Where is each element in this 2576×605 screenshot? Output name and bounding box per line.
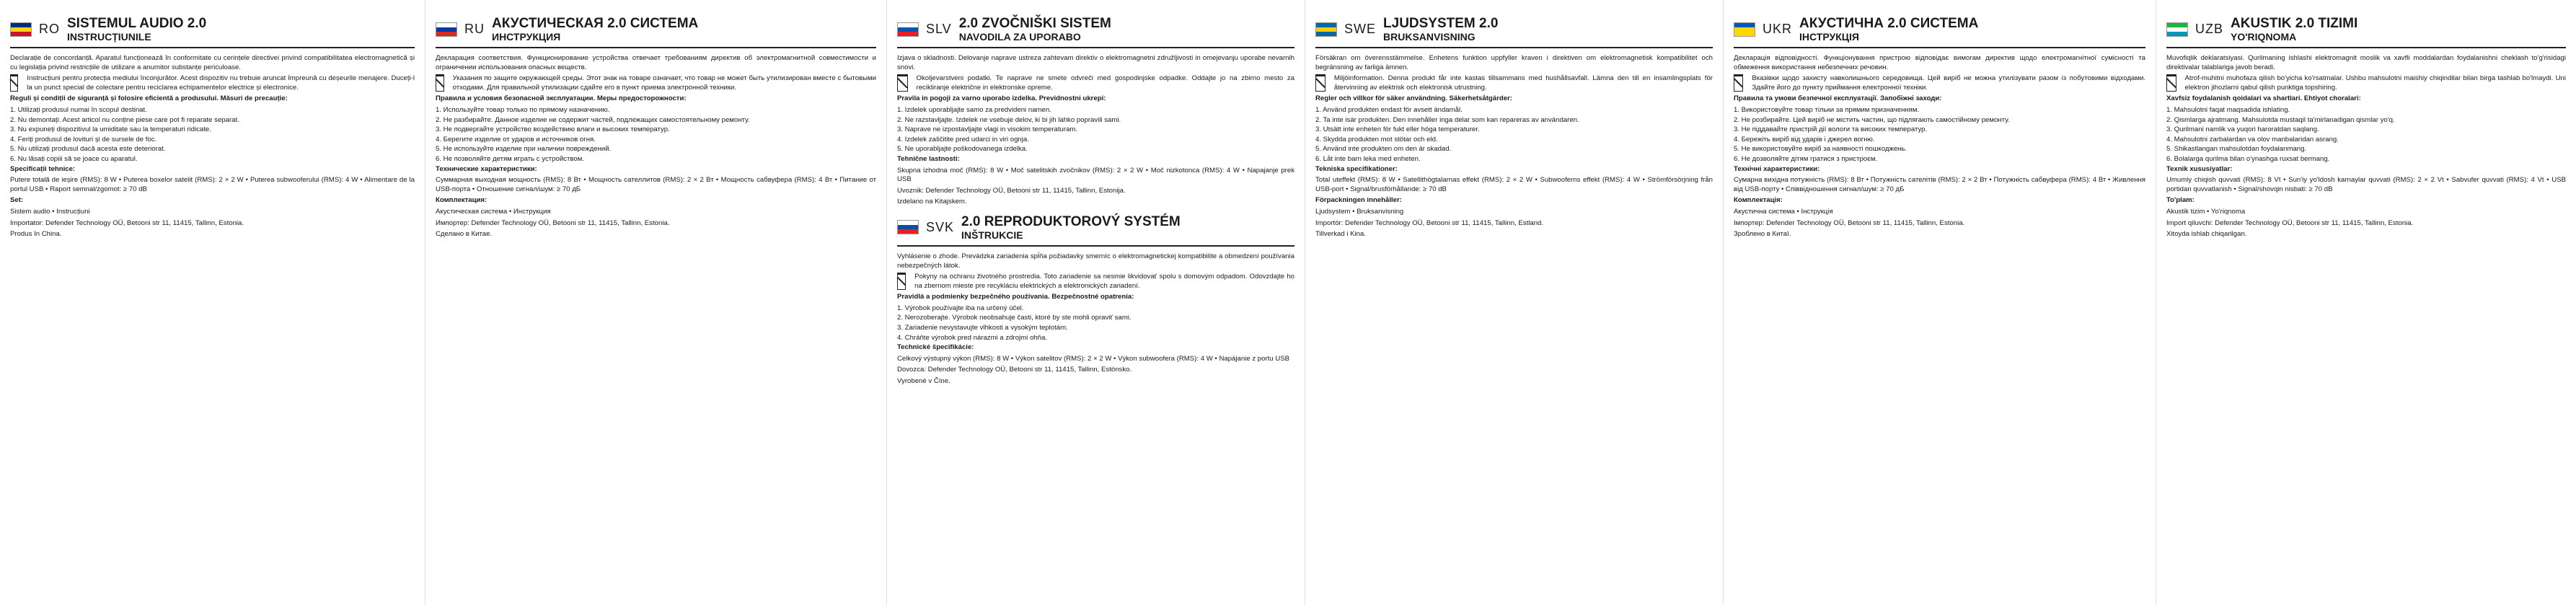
recycle-bin-icon <box>897 273 906 290</box>
safety-heading: Xavfsiz foydalanish qoidalari va shartlari. Ehtiyot choralari: <box>2166 94 2361 103</box>
safety-list <box>10 106 415 164</box>
safety-item: 6. Nu lăsați copiii să se joace cu aparatul. <box>10 154 138 163</box>
safety-list <box>897 304 1294 343</box>
section-title: АКУСТИЧЕСКАЯ 2.0 СИСТЕМА <box>492 16 699 31</box>
section-subtitle: ІНСТРУКЦІЯ <box>1799 31 1859 43</box>
safety-item: 3. Naprave ne izpostavljajte vlagi in visokim temperaturam. <box>897 125 1078 134</box>
importer-text: Dovozca: Defender Technology OÜ, Betooni str 11, 11415, Tallinn, Estónsko. <box>897 366 1132 374</box>
recycle-bin-icon <box>1734 74 1743 92</box>
language-code: UZB <box>2195 22 2223 36</box>
environment-text: Pokyny na ochranu životného prostredia. Toto zariadenie sa nesmie likvidovať spolu s domovým odpadom. Odovzdajte ho na zbernom mieste pre recykláciu elektrických a elektronických zariadení. <box>914 273 1294 290</box>
made-in-text: Tillverkad i Kina. <box>1315 230 1367 239</box>
safety-item: 5. Не використовуйте виріб за наявності пошкоджень. <box>1734 145 1907 154</box>
declaration-text: Izjava o skladnosti. Delovanje naprave ustreza zahtevam direktiv o elektromagnetni združljivosti in omejevanju uporabe nevarnih snovi. <box>897 54 1294 71</box>
section-subtitle: ИНСТРУКЦИЯ <box>492 31 561 43</box>
safety-item: 3. Qurilmani namlik va yuqori haroratdan saqlang. <box>2166 125 2319 134</box>
environment-text: Atrof-muhitni muhofaza qilish bo'yicha ko'rsatmalar. Ushbu mahsulotni maishiy chiqindilar bilan birga tashlab bo'lmaydi. Uni elektron jihozlarni qabul qilish punktiga topshiring. <box>2184 74 2566 92</box>
set-heading: Комплектация: <box>436 196 488 205</box>
specs-heading: Texnik xususiyatlar: <box>2166 164 2233 173</box>
section-title: 2.0 REPRODUKTOROVÝ SYSTÉM <box>961 213 1181 229</box>
specs-heading: Tehnične lastnosti: <box>897 154 960 163</box>
section-swe <box>1305 0 1724 605</box>
language-code: RU <box>464 22 485 36</box>
environment-text: Miljöinformation. Denna produkt får inte kastas tillsammans med hushållsavfall. Lämna den till en insamlingsplats för återvinning av elektrisk och elektronisk utrustning. <box>1333 74 1713 92</box>
safety-item: 2. Nerozoberajte. Výrobok neobsahuje časti, ktoré by ste mohli opraviť sami. <box>897 314 1132 322</box>
safety-item: 2. Не разбирайте. Данное изделие не содержит частей, подлежащих самостоятельному ремонту. <box>436 115 750 124</box>
section-subtitle: BRUKSANVISNING <box>1383 31 1476 43</box>
set-heading: Förpackningen innehåller: <box>1315 196 1402 205</box>
specs-text: Putere totală de ieșire (RMS): 8 W • Puterea boxelor satelit (RMS): 2 × 2 W • Puterea subwooferului (RMS): 4 W • Alimentare de la portul USB • Raport semnal/zgomot: ≥ 70 dB <box>10 176 415 193</box>
importer-text: Імпортер: Defender Technology OÜ, Betooni str 11, 11415, Tallinn, Estonia. <box>1734 218 1965 227</box>
importer-text: Importör: Defender Technology OÜ, Betooni str 11, 11415, Tallinn, Estland. <box>1315 218 1544 227</box>
safety-item: 5. Använd inte produkten om den är skadad. <box>1315 145 1452 154</box>
safety-item: 4. Берегите изделие от ударов и источников огня. <box>436 135 596 143</box>
declaration-text: Försäkran om överensstämmelse. Enhetens funktion uppfyller kraven i direktiven om elektromagnetisk kompatibilitet och begränsning av farliga ämnen. <box>1315 54 1713 71</box>
safety-item: 2. Nu demontați. Acest articol nu conține piese care pot fi reparate separat. <box>10 115 239 124</box>
safety-item: 4. Бережіть виріб від ударів і джерел вогню. <box>1734 135 1875 143</box>
safety-item: 6. Bolalarga qurilma bilan o'ynashga ruxsat bermang. <box>2166 154 2330 163</box>
made-in-text: Xitoyda ishlab chiqarilgan. <box>2166 230 2247 239</box>
importer-text: Импортер: Defender Technology OÜ, Betooni str 11, 11415, Tallinn, Estonia. <box>436 218 670 227</box>
safety-item: 3. Zariadenie nevystavujte vlhkosti a vysokým teplotám. <box>897 324 1068 332</box>
set-text: Акустична система • Інструкція <box>1734 207 1833 216</box>
section-header <box>10 16 415 48</box>
recycle-bin-icon <box>436 74 444 92</box>
safety-item: 3. Utsätt inte enheten för fukt eller höga temperaturer. <box>1315 125 1480 134</box>
safety-item: 1. Utilizați produsul numai în scopul destinat. <box>10 105 147 114</box>
safety-item: 6. Не дозволяйте дітям гратися з пристроєм. <box>1734 154 1878 163</box>
recycle-bin-icon <box>1315 74 1326 92</box>
safety-item: 3. Не подвергайте устройство воздействию влаги и высоких температур. <box>436 125 670 134</box>
section-title: SISTEMUL AUDIO 2.0 <box>67 16 207 31</box>
importer-text: Import qiluvchi: Defender Technology OÜ, Betooni str 11, 11415, Tallinn, Estonia. <box>2166 218 2414 227</box>
specs-heading: Tekniska specifikationer: <box>1315 164 1398 173</box>
environment-text: Вказівки щодо захисту навколишнього середовища. Цей виріб не можна утилізувати разом із побутовими відходами. Здайте його до пункту приймання електронної техніки. <box>1752 74 2145 92</box>
section-header <box>2166 16 2566 48</box>
specs-heading: Technické špecifikácie: <box>897 343 974 352</box>
flag-icon-ro <box>10 22 32 37</box>
section-uzb <box>2156 0 2576 605</box>
safety-list <box>2166 106 2566 164</box>
section-header <box>436 16 876 48</box>
section-body-svk <box>897 252 1294 387</box>
section-header-svk <box>897 214 1294 247</box>
declaration-text: Muvofiqlik deklaratsiyasi. Qurilmaning ishlashi elektromagnit moslik va xavfli moddalardan foydalanishni cheklash to'g'risidagi direktivalar talablariga javob beradi. <box>2166 54 2566 71</box>
language-code: SLV <box>926 22 952 36</box>
specs-text: Umumiy chiqish quvvati (RMS): 8 Vt • Sun'iy yo'ldosh karnaylar quvvati (RMS): 2 × 2 Vt • Sabvufer quvvati (RMS): 4 Vt • USB portidan quvvatlanish • Signal/shovqin nisbati: ≥ 70 dB <box>2166 176 2566 193</box>
section-subtitle: NAVODILA ZA UPORABO <box>958 31 1081 43</box>
made-in-text: Produs în China. <box>10 230 62 239</box>
safety-item: 5. Не используйте изделие при наличии повреждений. <box>436 145 612 154</box>
specs-heading: Specificații tehnice: <box>10 164 76 173</box>
safety-item: 6. Не позволяйте детям играть с устройством. <box>436 154 584 163</box>
safety-item: 1. Mahsulotni faqat maqsadida ishlating. <box>2166 105 2290 114</box>
specs-text: Skupna izhodna moč (RMS): 8 W • Moč satelitskih zvočnikov (RMS): 2 × 2 W • Moč nizkotonca (RMS): 4 W • Napajanje prek USB <box>897 166 1294 184</box>
section-title: 2.0 ZVOČNIŠKI SISTEM <box>958 16 1111 31</box>
safety-heading: Pravidlá a podmienky bezpečného používania. Bezpečnostné opatrenia: <box>897 293 1134 301</box>
safety-item: 4. Skydda produkten mot stötar och eld. <box>1315 135 1438 143</box>
recycle-bin-icon <box>10 74 18 92</box>
section-body <box>436 54 876 239</box>
language-code: RO <box>39 22 60 36</box>
safety-item: 4. Mahsulotni zarbalardan va olov manbalaridan asrang. <box>2166 135 2339 143</box>
section-header <box>1734 16 2145 48</box>
made-in-text: Vyrobené v Číne. <box>897 377 950 386</box>
safety-item: 4. Chráňte výrobok pred nárazmi a zdrojmi ohňa. <box>897 333 1047 342</box>
made-in-text: Сделано в Китае. <box>436 230 493 239</box>
safety-item: 1. Використовуйте товар тільки за прямим призначенням. <box>1734 105 1920 114</box>
section-subtitle: INŠTRUKCIE <box>961 229 1023 241</box>
set-text: Акустическая система • Инструкция <box>436 207 551 216</box>
section-title: LJUDSYSTEM 2.0 <box>1383 16 1499 31</box>
safety-item: 5. Nu utilizați produsul dacă acesta este deteriorat. <box>10 145 166 154</box>
recycle-bin-icon <box>897 74 908 92</box>
declaration-text: Декларация соответствия. Функционирование устройства отвечает требованиям директив об электромагнитной совместимости и ограничении использования опасных веществ. <box>436 54 876 71</box>
made-in-text: Izdelano na Kitajskem. <box>897 198 967 206</box>
specs-heading: Технічні характеристики: <box>1734 164 1820 173</box>
safety-item: 2. Ta inte isär produkten. Den innehåller inga delar som kan repareras av användaren. <box>1315 115 1579 124</box>
set-heading: Set: <box>10 196 24 205</box>
safety-item: 1. Используйте товар только по прямому назначению. <box>436 105 610 114</box>
environment-text: Указания по защите окружающей среды. Этот знак на товаре означает, что товар не может быть утилизирован вместе с бытовыми отходами. Для правильной утилизации сдайте его в пункт приема электронной техники. <box>452 74 876 92</box>
declaration-text: Декларація відповідності. Функціонування пристрою відповідає вимогам директив щодо електромагнітної сумісності та обмеження використання небезпечних речовин. <box>1734 54 2145 71</box>
specs-heading: Технические характеристики: <box>436 164 537 173</box>
safety-item: 6. Låt inte barn leka med enheten. <box>1315 154 1421 163</box>
safety-item: 1. Använd produkten endast för avsett ändamål. <box>1315 105 1463 114</box>
safety-heading: Pravila in pogoji za varno uporabo izdelka. Previdnostni ukrepi: <box>897 94 1106 103</box>
importer-text: Uvoznik: Defender Technology OÜ, Betooni str 11, 11415, Tallinn, Estonija. <box>897 186 1126 195</box>
section-ru <box>425 0 887 605</box>
flag-icon-ukr <box>1734 22 1755 37</box>
safety-item: 5. Shikastlangan mahsulotdan foydalanmang. <box>2166 145 2307 154</box>
recycle-bin-icon <box>2166 74 2176 92</box>
safety-item: 2. Ne razstavljajte. Izdelek ne vsebuje delov, ki bi jih lahko popravili sami. <box>897 115 1121 124</box>
safety-item: 1. Izdelek uporabljajte samo za predvideni namen. <box>897 105 1051 114</box>
set-heading: To'plam: <box>2166 196 2195 205</box>
safety-item: 4. Feriți produsul de lovituri și de sursele de foc. <box>10 135 157 143</box>
set-text: Akustik tizim • Yo'riqnoma <box>2166 207 2246 216</box>
declaration-text: Declarație de concordanță. Aparatul funcționează în conformitate cu cerințele directivei privind compatibilitatea electromagnetică și cu legislația privind restricțiile de utilizare a anumitor substanțe periculoase. <box>10 54 415 71</box>
safety-heading: Правила та умови безпечної експлуатації. Запобіжні заходи: <box>1734 94 1942 103</box>
language-code: SWE <box>1344 22 1377 36</box>
flag-icon-swe <box>1315 22 1337 37</box>
section-body <box>2166 54 2566 239</box>
safety-list <box>1315 106 1713 164</box>
specs-text: Сумарна вихідна потужність (RMS): 8 Вт • Потужність сателітів (RMS): 2 × 2 Вт • Потужність сабвуфера (RMS): 4 Вт • Живлення від USB-порту • Співвідношення сигнал/шум: ≥ 70 дБ <box>1734 176 2145 193</box>
section-ukr <box>1724 0 2156 605</box>
flag-icon-uzb <box>2166 22 2188 37</box>
section-ro <box>0 0 425 605</box>
section-body <box>1734 54 2145 239</box>
section-body-slv <box>897 54 1294 207</box>
language-code: UKR <box>1763 22 1793 36</box>
safety-heading: Reguli și condiții de siguranță și folosire eficientă a produsului. Măsuri de precauție: <box>10 94 288 103</box>
set-text: Sistem audio • Instrucțiuni <box>10 207 90 216</box>
safety-item: 1. Výrobok používajte iba na určený účel. <box>897 304 1024 312</box>
safety-item: 3. Не піддавайте пристрій дії вологи та високих температур. <box>1734 125 1928 134</box>
section-header <box>897 16 1294 48</box>
set-text: Ljudsystem • Bruksanvisning <box>1315 207 1404 216</box>
flag-icon-ru <box>436 22 457 37</box>
safety-item: 2. Qismlarga ajratmang. Mahsulotda mustaqil ta'mirlanadigan qismlar yo'q. <box>2166 115 2395 124</box>
environment-text: Instrucțiuni pentru protecția mediului înconjurător. Acest dispozitiv nu trebuie aruncat împreună cu deșeurile menajere. Duceți-l la un punct special de colectare pentru reciclarea echipamentelor electrice și electronice. <box>27 74 415 92</box>
safety-item: 2. Не розбирайте. Цей виріб не містить частин, що підлягають самостійному ремонту. <box>1734 115 2010 124</box>
section-body <box>10 54 415 239</box>
flag-icon-svk <box>897 220 919 234</box>
language-code: SVK <box>926 219 955 234</box>
declaration-text: Vyhlásenie o zhode. Prevádzka zariadenia spĺňa požiadavky smerníc o elektromagnetickej kompatibilite a obmedzení používania nebezpečných látok. <box>897 252 1294 270</box>
safety-list <box>436 106 876 164</box>
safety-heading: Regler och villkor för säker användning. Säkerhetsåtgärder: <box>1315 94 1512 103</box>
safety-list <box>897 106 1294 154</box>
specs-text: Суммарная выходная мощность (RMS): 8 Вт • Мощность сателлитов (RMS): 2 × 2 Вт • Мощность сабвуфера (RMS): 4 Вт • Питание от USB-порта • Отношение сигнал/шум: ≥ 70 дБ <box>436 176 876 193</box>
section-subtitle: INSTRUCȚIUNILE <box>67 31 151 43</box>
safety-item: 5. Ne uporabljajte poškodovanega izdelka. <box>897 145 1028 154</box>
flag-icon-slv <box>897 22 919 37</box>
specs-text: Total uteffekt (RMS): 8 W • Satellithögtalarnas effekt (RMS): 2 × 2 W • Subwooferns effekt (RMS): 4 W • Strömförsörjning från USB-port • Signal/brusförhållande: ≥ 70 dB <box>1315 176 1713 193</box>
section-title: AKUSTIK 2.0 TIZIMI <box>2231 16 2358 31</box>
safety-heading: Правила и условия безопасной эксплуатации. Меры предосторожности: <box>436 94 687 103</box>
safety-item: 3. Nu expuneți dispozitivul la umiditate sau la temperaturi ridicate. <box>10 125 211 134</box>
set-heading: Комплектація: <box>1734 196 1783 205</box>
section-slv-svk <box>887 0 1305 605</box>
specs-text: Celkový výstupný výkon (RMS): 8 W • Výkon satelitov (RMS): 2 × 2 W • Výkon subwoofera (RMS): 4 W • Napájanie z portu USB <box>897 354 1290 363</box>
made-in-text: Зроблено в Китаї. <box>1734 230 1791 239</box>
section-subtitle: YO'RIQNOMA <box>2231 31 2297 43</box>
safety-item: 4. Izdelek zaščitite pred udarci in viri ognja. <box>897 135 1029 143</box>
safety-list <box>1734 106 2145 164</box>
section-header <box>1315 16 1713 48</box>
importer-text: Importator: Defender Technology OÜ, Betooni str 11, 11415, Tallinn, Estonia. <box>10 218 244 227</box>
environment-text: Okoljevarstveni podatki. Te naprave ne smete odvreči med gospodinjske odpadke. Oddajte jo na zbirno mesto za recikliranje električne in elektronske opreme. <box>916 74 1294 92</box>
section-title: АКУСТИЧНА 2.0 СИСТЕМА <box>1799 16 1979 31</box>
section-body <box>1315 54 1713 239</box>
